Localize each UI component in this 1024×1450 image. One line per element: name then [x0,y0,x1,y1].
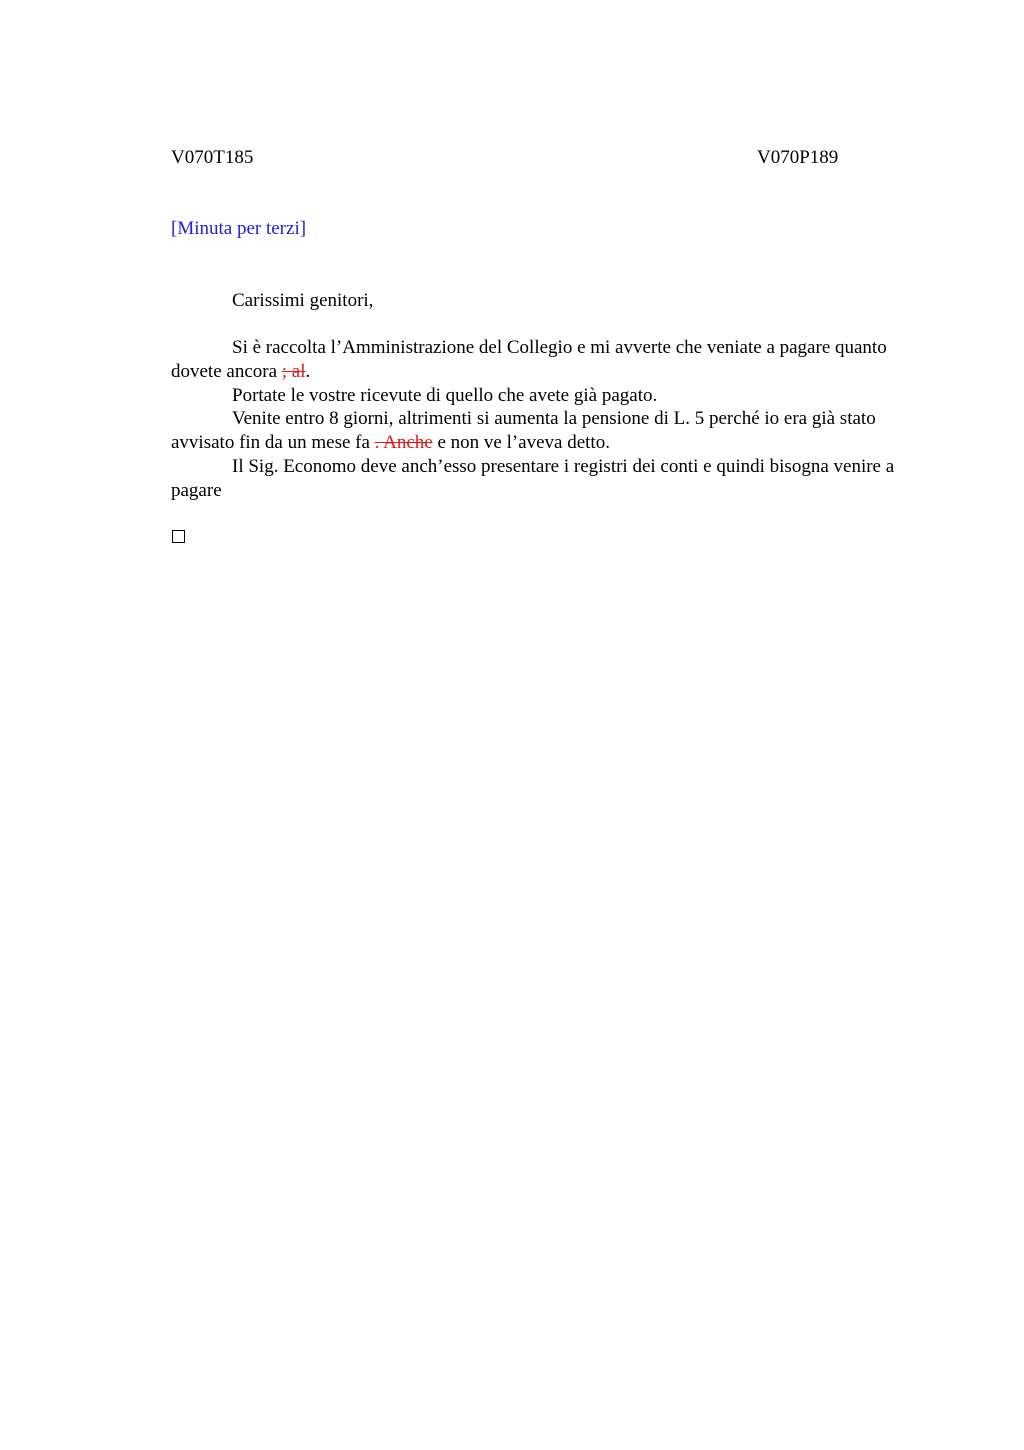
paragraph-3-text: Venite entro 8 giorni, altrimenti si aumenta la pensione di L. 5 perché io era già stato avvisato fin da un mese fa [171,408,876,454]
document-code-left: V070T185 [171,147,254,168]
paragraph-2 [171,384,896,408]
deleted-text-1: ; al [281,360,306,382]
paragraph-1-text: Si è raccolta l’Amministrazione del Collegio e mi avverte che veniate a pagare quanto dovete ancora [171,337,887,382]
paragraph-2-text: Portate le vostre ricevute di quello che avete già pagato. [232,384,658,406]
paragraph-1 [171,336,896,384]
paragraph-3-tail: e non ve l’aveva detto. [432,432,610,454]
letter-body [171,336,896,503]
paragraph-4 [171,455,896,503]
checkbox-square-icon [172,530,185,543]
paragraph-1-tail: . [305,360,311,382]
paragraph-4-text: Il Sig. Economo deve anch’esso presentare i registri dei conti e quindi bisogna venire a pagare [171,455,895,501]
letter-greeting: Carissimi genitori, [232,290,374,311]
deleted-text-2: . Anche [374,432,433,454]
document-code-right: V070P189 [757,147,839,168]
paragraph-3 [171,407,896,455]
editorial-note: [Minuta per terzi] [171,218,307,239]
